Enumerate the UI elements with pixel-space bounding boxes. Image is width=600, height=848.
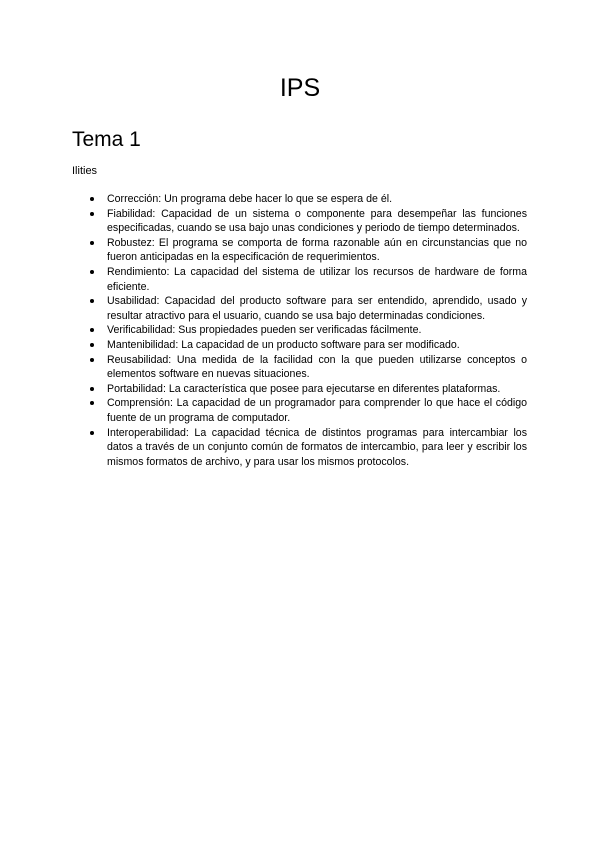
list-item-text: Mantenibilidad: La capacidad de un producto software para ser modificado.	[107, 338, 460, 351]
list-item-text: Fiabilidad: Capacidad de un sistema o componente para desempeñar las funciones especificadas, cuando se usa bajo unas condiciones y periodo de tiempo determinados.	[107, 207, 527, 235]
section-heading: Tema 1	[72, 128, 141, 151]
list-item-text: Robustez: El programa se comporta de forma razonable aún en circunstancias que no fueron anticipadas en la especificación de requerimientos.	[107, 236, 527, 264]
list-item-text: Corrección: Un programa debe hacer lo que se espera de él.	[107, 193, 393, 205]
list-item-text: Usabilidad: Capacidad del producto software para ser entendido, aprendido, usado y resultar atractivo para el usuario, cuando se usa bajo determinadas condiciones.	[107, 295, 527, 322]
list-item-text: Portabilidad: La característica que posee para ejecutarse en diferentes plataformas.	[107, 382, 501, 395]
list-item	[90, 207, 527, 236]
bullet-icon	[90, 401, 94, 405]
list-item	[90, 192, 527, 207]
list-item	[90, 236, 527, 265]
list-item-text: Rendimiento: La capacidad del sistema de utilizar los recursos de hardware de forma eficiente.	[107, 265, 527, 293]
list-item	[90, 323, 527, 338]
bullet-icon	[90, 328, 94, 332]
bullet-icon	[90, 270, 94, 274]
list-item	[90, 338, 527, 353]
list-item-text: Comprensión: La capacidad de un programador para comprender lo que hace el código fuente de un programa de computador.	[107, 397, 527, 424]
document-title: IPS	[279, 74, 321, 102]
list-item-text: Reusabilidad: Una medida de la facilidad con la que pueden utilizarse conceptos o elementos software en nuevas situaciones.	[107, 353, 527, 381]
bullet-icon	[90, 299, 94, 303]
bullet-icon	[90, 212, 94, 216]
list-item-text: Verificabilidad: Sus propiedades pueden ser verificadas fácilmente.	[107, 324, 422, 337]
list-item	[90, 396, 527, 425]
bullet-icon	[90, 343, 94, 347]
list-item	[90, 426, 527, 470]
bullet-icon	[90, 358, 94, 362]
bullet-icon	[90, 241, 94, 245]
list-item	[90, 265, 527, 294]
bullet-icon	[90, 387, 94, 391]
ilities-list	[90, 192, 527, 469]
subheading: Ilities	[72, 165, 98, 177]
bullet-icon	[90, 431, 94, 435]
list-item	[90, 382, 527, 397]
list-item	[90, 294, 527, 323]
list-item	[90, 353, 527, 382]
bullet-icon	[90, 197, 94, 201]
list-item-text: Interoperabilidad: La capacidad técnica de distintos programas para intercambiar los datos a través de un conjunto común de formatos de intercambio, para leer y escribir los mismos formatos de archivo, y para usar los mismos protocolos.	[107, 426, 527, 468]
